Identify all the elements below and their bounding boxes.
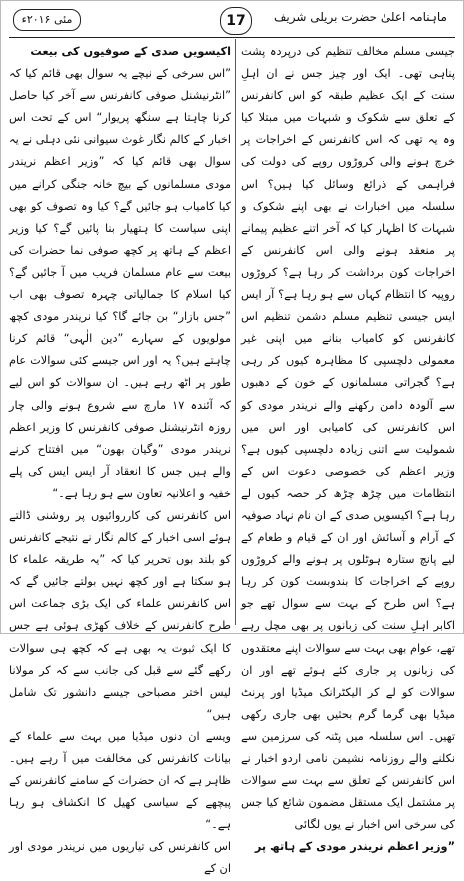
left-column-paragraph-2: اس کانفرنس کی کارروائیوں پر روشنی ڈالتے ہوئے اسی اخبار کے کالم نگار نے نتیجے کانفرنس کو بلند بوں تحریر کیا کہ ”یہ طریقہ علماء کا ہو سکتا ہے اور کچھ نہیں بولتے جائیں گے کہ اس کانفرنس علماء کی ایک بڑی جماعت اس طرح کانفرنس کے خلاف کھڑی ہوئی ہے جس کا ایک ثبوت یہ بھی ہے کہ کچھ ہی سوالات رکھے گئے سے قبل کی جانب سے کہ کر مولانا لیس اختر مصباحی جیسے دانشور تک شامل ہیں“	[9, 508, 231, 721]
left-column-paragraph-3: ویسے ان دنوں میڈیا میں بہت سے علماء کے بیانات کانفرنس کی مخالفت میں آ رہے ہیں۔ ظاہر ہے کہ ان حضرات کے سامنے کانفرنس کے پیچھے کے سیاسی کھیل کا انکشاف ہو رہا ہے۔“	[9, 729, 231, 832]
left-column-headline: اکیسویں صدی کے صوفیوں کی بیعت	[30, 45, 231, 58]
left-column	[9, 41, 231, 876]
right-column	[241, 41, 455, 854]
right-column-text: جیسی مسلم مخالف تنظیم کی درپردہ پشت پناہی تھی۔ ایک اور چیز جس نے ان اہلِ سنت کے ایک عظیم طبقہ کو اس کانفرنس کے تعلق سے شکوک و شبہات میں مبتلا کیا وہ یہ تھی کہ اس کانفرنس کے اخراجات پر خرچ ہونے والی کروڑوں روپے کی دولت کی فراہمی کے ذرائع وسائل کیا ہیں؟ اس سلسلہ میں اخبارات نے بھی اپنے شکوک و شبہات کا اظہار کیا کہ آخر اتنے عظیم پیمانے پر منعقد ہونے والی اس کانفرنس کے اخراجات کون برداشت کر رہا ہے؟ کروڑوں روپیہ کا انتظام کہاں سے ہو رہا ہے؟ آر ایس ایس جیسی تنظیم مسلم دشمن تنظیم اس کانفرنس کو کامیاب بنانے میں اپنی غیر معمولی دلچسپی کا مظاہرہ کیوں کر رہی ہے؟ گجراتی مسلمانوں کے خون کے دھبوں سے آلودہ دامن رکھنے والے نریندر مودی کو اس کانفرنس کی کامیابی اور اس میں شمولیت سے اتنی زیادہ دلچسپی کیوں ہے؟ وزیر اعظم کی خصوصی دعوت اس کے انتظامات میں چڑھ چڑھ کر حصہ کیوں لے رہا ہے؟ اکیسویں صدی کے ان نام نہاد صوفیہ کے آرام و آسائش اور ان کے قیام و طعام کے لیے پانچ ستارہ ہوٹلوں پر ہونے والے کروڑوں روپے کے اخراجات کا بندوبست کون کر رہا ہے؟ اس طرح کے بہت سے سوال تھے جو اکابر اہلِ سنت کی زبانوں پر بھی مچل رہے تھے، عوام بھی بہت سے سوالات اپنے معتقدوں کی زبانوں پر جاری کئے ہوئے تھے اور ان سوالات کو لے کر الیکٹرانک میڈیا اور پرنٹ میڈیا بھی گرما گرم بحثیں بھی جاری رکھی تھیں۔ اس سلسلہ میں پٹنہ کی سرزمین سے نکلنے والے روزنامہ نشیمن نامی اردو اخبار نے اس کانفرنس کے تعلق سے بہت سے سوالات پر مشتمل ایک مستقل مضمون شائع کیا جس کی سرخی اس اخبار نے یوں لگائی	[241, 45, 455, 832]
right-column-headline: ”وزیر اعظم نریندر مودی کے ہاتھ پر	[254, 840, 455, 854]
column-divider	[235, 39, 236, 625]
left-column-paragraph-1: ”اس سرخی کے نیچے یہ سوال بھی قائم کیا کہ ”انٹرنیشنل صوفی کانفرنس سے آخر کیا حاصل کرنا چاہتا ہے سنگھ پریوار“ اس کے تحت اس اخبار کے کالم نگار غوث سیوانی نئی دہلی نے یہ سوال بھی قائم کیا کہ ”وزیر اعظم نریندر مودی مسلمانوں کے بیچ خانہ جنگی کرانے میں کیا کامیاب ہو جائیں گے؟ کیا وہ تصوف کو بھی اپنی سیاست کا ہتھیار بنا پائیں گے؟ کیا وزیر اعظم کے ہاتھ پر کچھ صوفی نما حضرات کی بیعت سے عام مسلمان فریب میں آ جائیں گے؟ کیا اسلام کا جمالیاتی چہرہ تصوف بھی اب ”جس بازار“ بن جائے گا؟ کیا نریندر مودی کچھ مولویوں کے سہارے ”دین الٰہی“ قائم کرنا چاہتے ہیں؟ یہ اور اس جیسے کئی سوالات عام طور پر اٹھ رہے ہیں۔ ان سوالات کو اس لیے کہ آئندہ ۱۷ مارچ سے شروع ہونے والی چار روزہ انٹرنیشنل صوفی کانفرنس کا وزیر اعظم نریندر مودی ”وگیان بھون“ میں افتتاح کرنے والے ہیں جس کا انعقاد آر ایس ایس کی پلے خفیہ و اعلانیہ تعاون سے ہو رہا ہے۔“	[9, 67, 231, 500]
header-rule	[9, 37, 455, 38]
issue-date: مئی ۲۰۱۶ء	[13, 9, 81, 31]
left-column-paragraph-4: اس کانفرنس کی تیاریوں میں نریندر مودی اور ان کے	[9, 840, 231, 876]
page-number: 17	[220, 7, 252, 35]
magazine-title: ماہنامہ اعلیٰ حضرت بریلی شریف	[273, 10, 447, 24]
page-header	[7, 5, 457, 35]
